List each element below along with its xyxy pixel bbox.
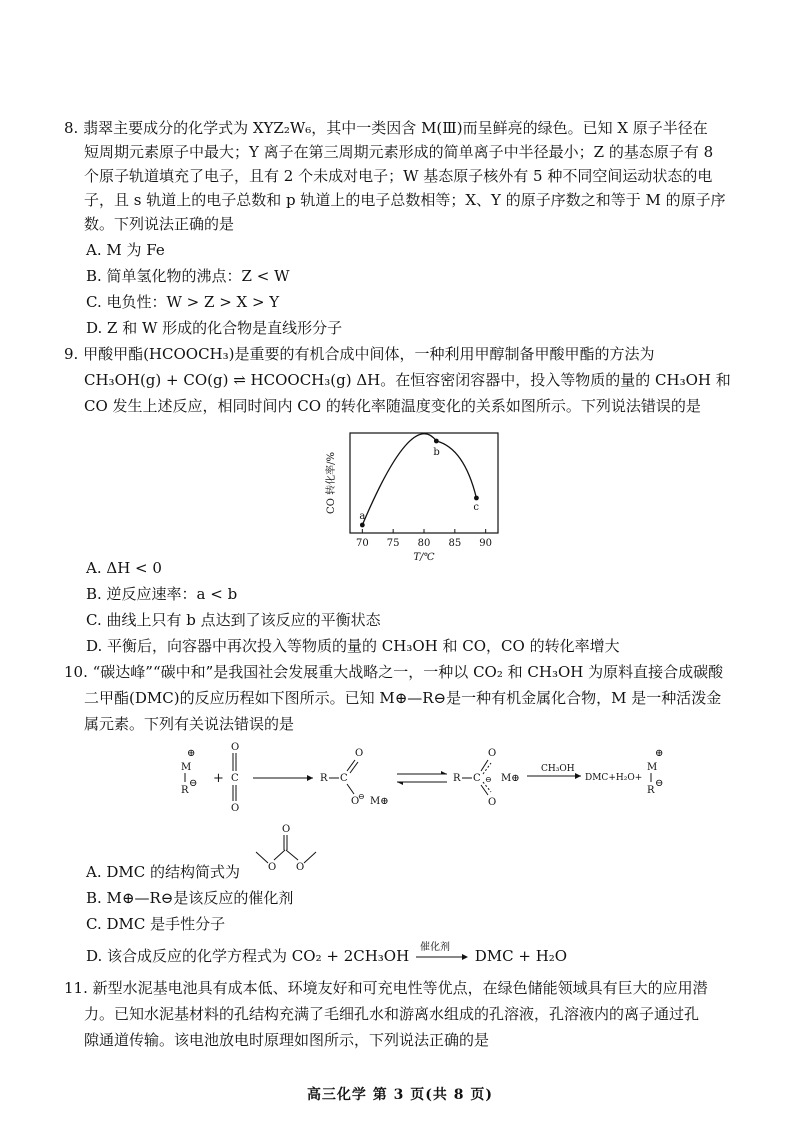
bond-line	[274, 850, 285, 860]
q8-option-d: D. Z 和 W 形成的化合物是直线形分子	[86, 319, 343, 337]
atom-c: C	[231, 773, 239, 784]
atom-o: O	[488, 797, 497, 808]
atom-r: R	[647, 785, 655, 796]
x-tick-label: 80	[417, 538, 431, 549]
atom-o: O	[355, 748, 364, 759]
x-tick-label: 75	[386, 538, 400, 549]
bond-line	[256, 852, 268, 863]
q10-stem-line: 二甲酯(DMC)的反应历程如下图所示。已知 M⊕—R⊖是一种有机金属化合物，M 是一种活泼金	[84, 689, 722, 707]
bond-line	[286, 850, 298, 860]
atom-c: C	[473, 773, 481, 784]
q10-option-b: B. M⊕—R⊖是该反应的催化剂	[86, 889, 294, 907]
product-label: DMC+H₂O+	[585, 773, 643, 783]
data-point-b	[434, 439, 439, 444]
q11-stem-line: 力。已知水泥基材料的孔结构充满了毛细孔水和游离水组成的孔溶液，孔溶液内的离子通过孔	[84, 1005, 700, 1023]
bond-line	[481, 760, 488, 771]
atom-o: O	[231, 803, 240, 814]
atom-m: M	[181, 762, 192, 773]
q9-stem-line: CO 发生上述反应，相同时间内 CO 的转化率随温度变化的关系如图所示。下列说法错误的是	[84, 397, 701, 415]
bond-line	[350, 762, 358, 773]
q8-stem-line: 短周期元素原子中最大；Y 离子在第三周期元素形成的简单离子中半径最小；Z 的基态原子有 8	[84, 143, 714, 161]
arrow-head	[307, 775, 313, 781]
catalyst-arrow	[414, 942, 470, 966]
atom-o: O	[351, 796, 360, 807]
charge-plus: ⊕	[655, 748, 664, 759]
atom-o: O	[231, 742, 240, 753]
option-d-equation-right: DMC + H₂O	[474, 947, 568, 965]
q8-option-b: B. 简单氢化物的沸点：Z < W	[86, 267, 290, 285]
q9-option-d: D. 平衡后，向容器中再次投入等物质的量的 CH₃OH 和 CO，CO 的转化率增大	[86, 637, 620, 655]
q9-option-b: B. 逆反应速率：a < b	[86, 585, 238, 603]
plus-sign: +	[213, 771, 224, 786]
q8-option-c: C. 电负性：W > Z > X > Y	[86, 293, 280, 311]
q9-option-a: A. ΔH < 0	[86, 559, 162, 577]
q10-stem-line: 属元素。下列有关说法错误的是	[84, 715, 295, 733]
q10-option-a: A. DMC 的结构简式为	[86, 863, 240, 881]
atom-o: O	[296, 862, 305, 873]
atom-m: M	[647, 762, 658, 773]
x-tick-label: 85	[448, 538, 462, 549]
q10-option-c: C. DMC 是手性分子	[86, 915, 226, 933]
reagent-label: CH₃OH	[541, 764, 575, 774]
atom-c: C	[340, 773, 348, 784]
bond-line	[347, 784, 354, 794]
atom-o: O	[488, 748, 497, 759]
reaction-scheme	[165, 738, 665, 820]
charge-minus: ⊖	[189, 778, 198, 789]
data-label-a: a	[359, 511, 366, 522]
q10-option-d	[86, 942, 568, 966]
q11-stem-line: 隙通道传输。该电池放电时原理如图所示，下列说法正确的是	[84, 1031, 490, 1049]
metal-cation: M⊕	[501, 773, 520, 784]
q8-stem-line: 子，且 s 轨道上的电子总数和 p 轨道上的电子总数相等；X、Y 的原子序数之和等于 M 的原子序	[84, 191, 726, 209]
x-tick-label: 90	[479, 538, 493, 549]
co-conversion-chart	[320, 425, 510, 565]
q8-stem-line: 8. 翡翠主要成分的化学式为 XYZ₂W₆，其中一类因含 M(Ⅲ)而呈鲜亮的绿色。已知 X 原子半径在	[64, 119, 708, 137]
q9-option-c: C. 曲线上只有 b 点达到了该反应的平衡状态	[86, 611, 381, 629]
atom-o: O	[268, 862, 277, 873]
charge-minus: ⊖	[655, 778, 664, 789]
charge-minus: ⊖	[485, 775, 492, 784]
q11-stem-line: 11. 新型水泥基电池具有成本低、环境友好和可充电性等优点，在绿色储能领域具有巨大的应用潜	[64, 979, 708, 997]
data-label-b: b	[433, 447, 440, 458]
bond-line	[304, 852, 316, 863]
option-d-equation-left: D. 该合成反应的化学方程式为 CO₂ + 2CH₃OH	[86, 947, 410, 965]
chart-ylabel: CO 转化率/%	[326, 452, 337, 514]
q8-stem-line: 个原子轨道填充了电子，且有 2 个未成对电子；W 基态原子核外有 5 种不同空间运动状态的电	[84, 167, 713, 185]
data-label-c: c	[473, 502, 480, 513]
arrow-head	[575, 773, 581, 779]
chart-xlabel: T/℃	[413, 552, 435, 563]
q10-stem-line: 10. “碳达峰”“碳中和”是我国社会发展重大战略之一，一种以 CO₂ 和 CH₃OH 为原料直接合成碳酸	[64, 663, 724, 681]
page-footer: 高三化学 第 3 页(共 8 页)	[306, 1087, 494, 1103]
q8-option-a: A. M 为 Fe	[86, 241, 165, 259]
bond-line	[347, 760, 355, 771]
arrow-icon	[414, 946, 470, 966]
x-tick-label: 70	[355, 538, 369, 549]
charge-minus: ⊖	[358, 792, 365, 801]
metal-cation: M⊕	[370, 796, 389, 807]
data-point-c	[474, 496, 479, 501]
atom-r: R	[181, 785, 189, 796]
data-point-a	[360, 523, 365, 528]
chart-frame	[350, 433, 498, 533]
charge-plus: ⊕	[187, 748, 196, 759]
bond-line	[483, 763, 491, 774]
atom-o: O	[282, 824, 291, 835]
chart-series-line	[362, 434, 476, 525]
atom-r: R	[320, 773, 328, 784]
q9-stem-line: CH₃OH(g) + CO(g) ⇌ HCOOCH₃(g) ΔH。在恒容密闭容器中，投入等物质的量的 CH₃OH 和	[84, 371, 731, 389]
atom-r: R	[453, 773, 461, 784]
dmc-structure	[246, 820, 326, 880]
catalyst-label: 催化剂	[419, 942, 450, 953]
q8-stem-line: 数。下列说法正确的是	[84, 215, 235, 233]
q9-stem-line: 9. 甲酸甲酯(HCOOCH₃)是重要的有机合成中间体，一种利用甲醇制备甲酸甲酯的方法为	[64, 345, 655, 363]
